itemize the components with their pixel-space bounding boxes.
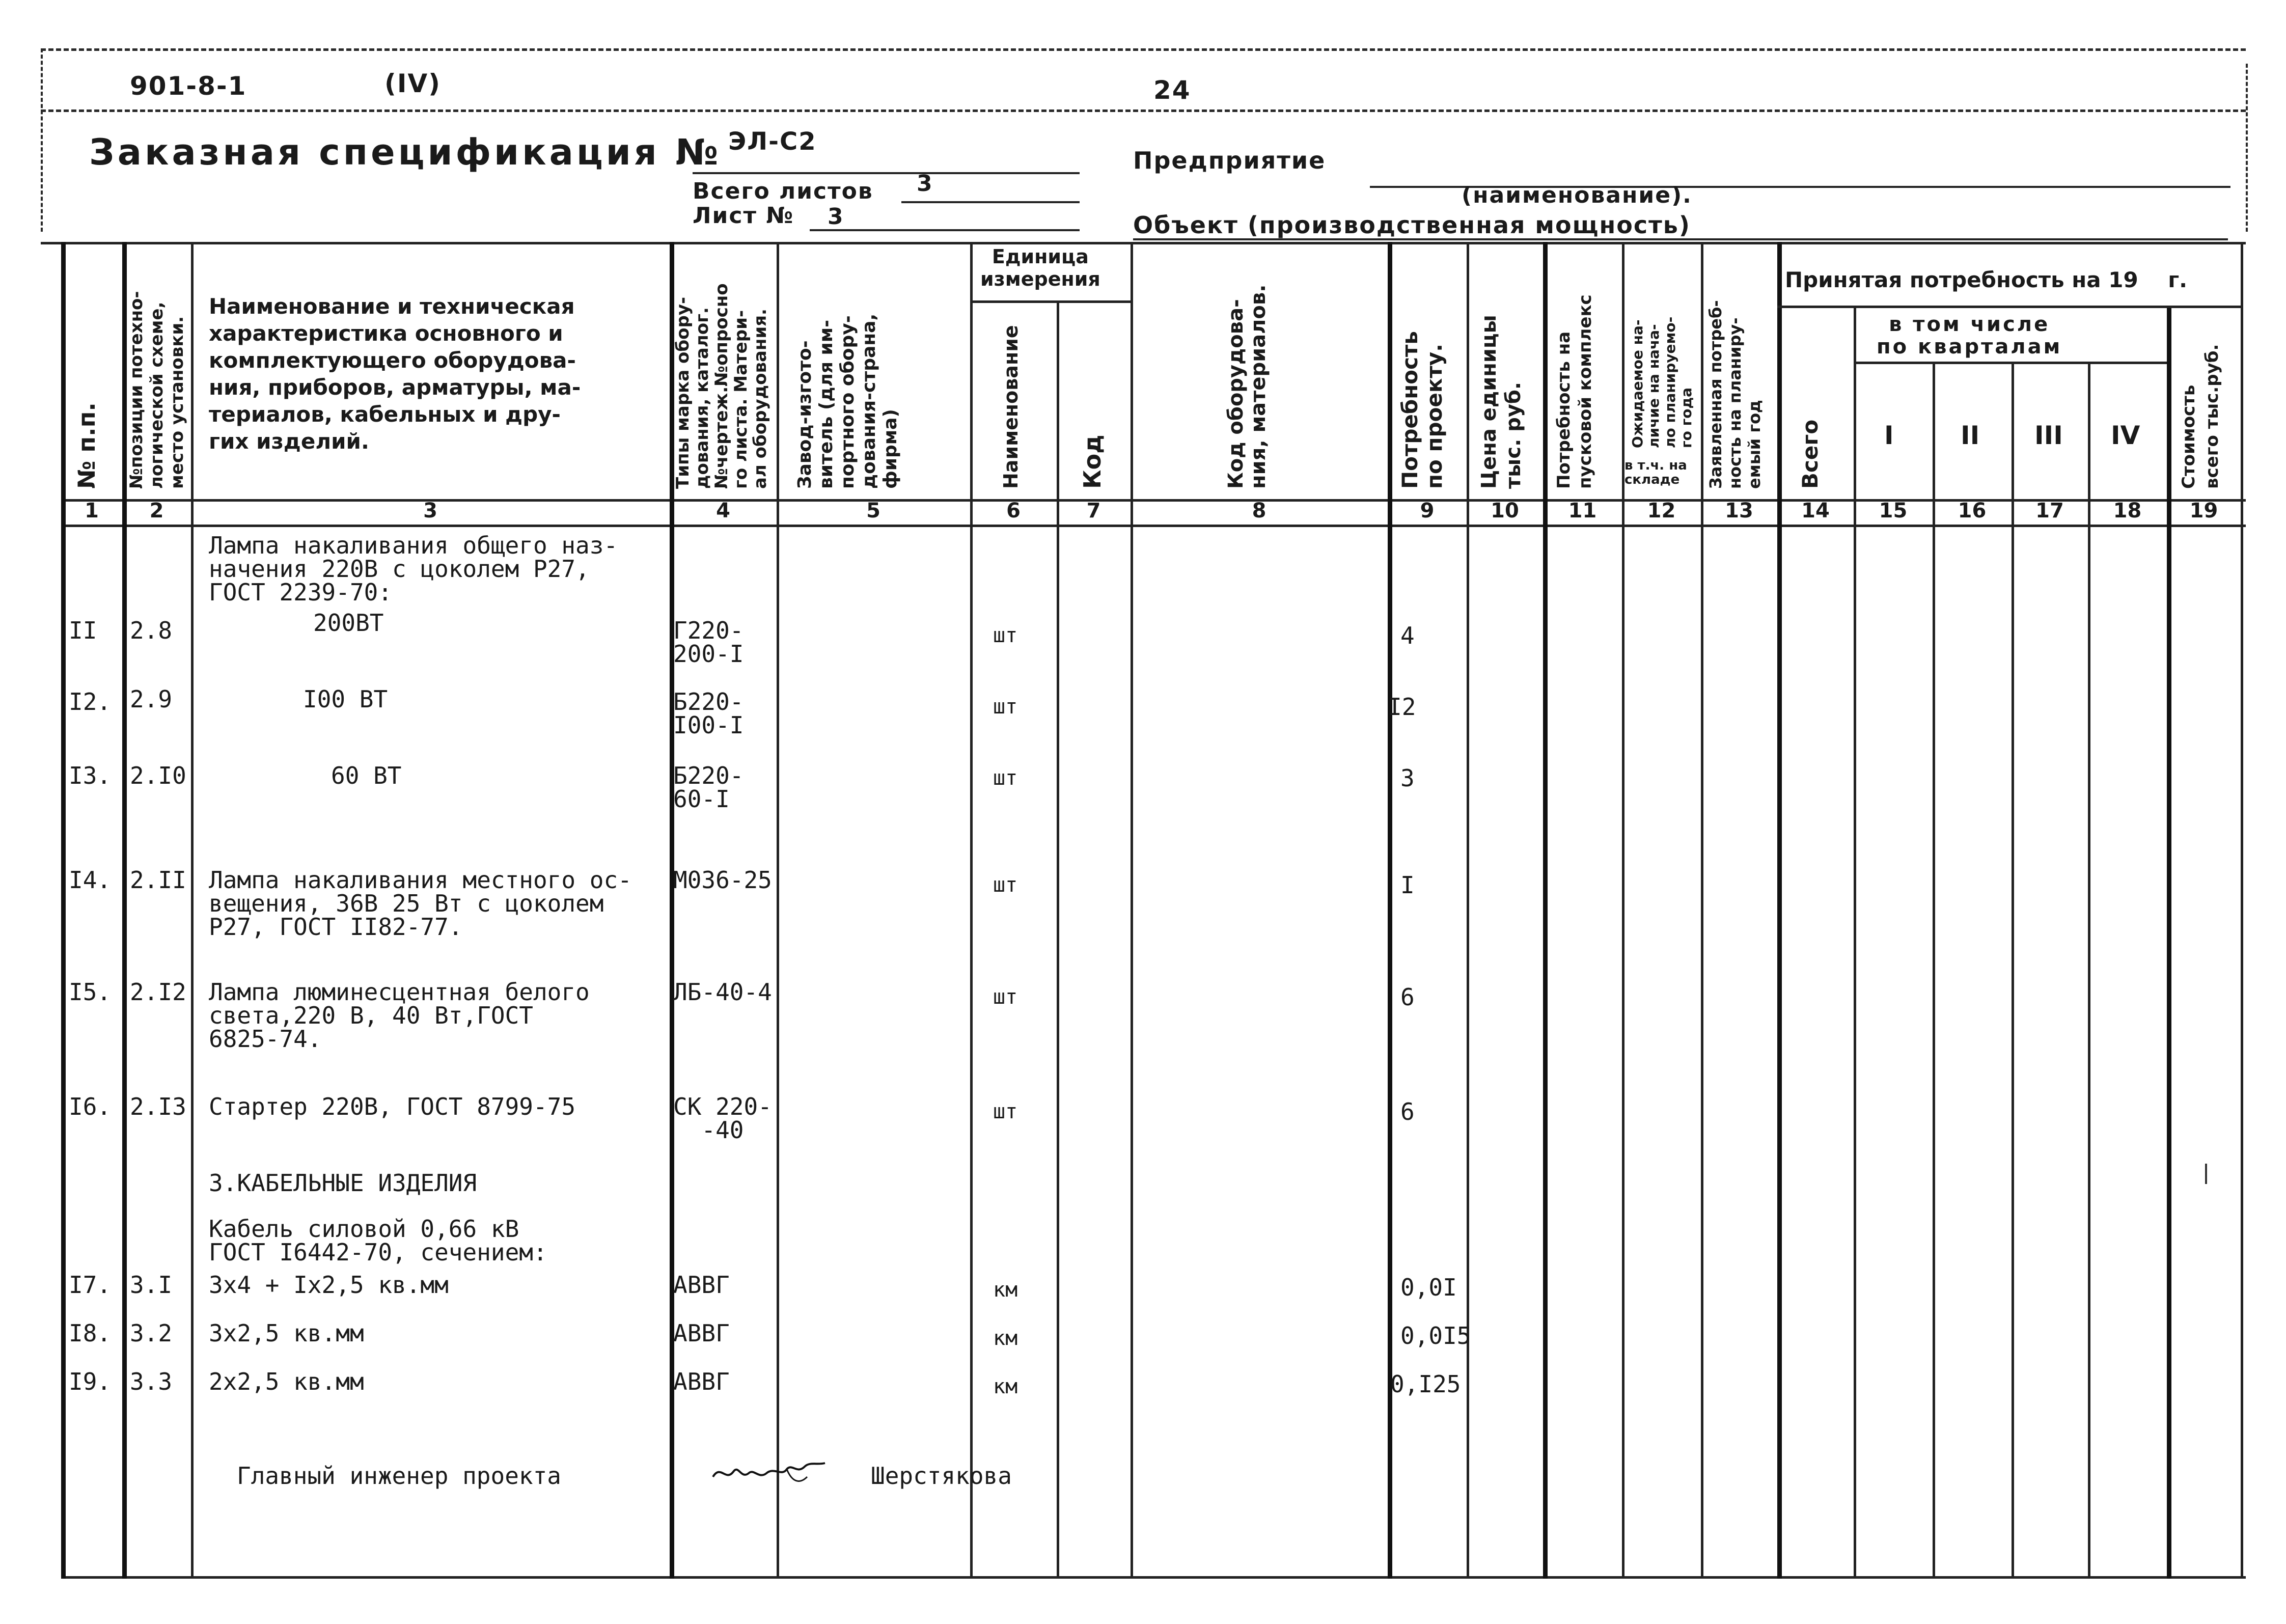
sheet-label: Лист № [693, 203, 794, 229]
left-border-top [41, 48, 43, 232]
row-qty: 6 [1400, 1098, 1415, 1125]
colnum-13: 13 [1725, 499, 1753, 522]
row-type: М036-25 [673, 866, 772, 894]
row-position: 2.I3 [130, 1093, 186, 1120]
row-position: 2.8 [130, 617, 173, 644]
unit-group-header: Единица измерения [980, 245, 1100, 290]
row-name: 200ВТ [313, 609, 384, 637]
handwritten-signature [710, 1454, 828, 1490]
colnum-7: 7 [1086, 499, 1101, 522]
row-name: Лампа накаливания местного ос- вещения, 36В 25 Вт с цоколем Р27, ГОСТ II82-77. [209, 866, 632, 941]
colnum-1: 1 [85, 499, 99, 522]
col12-header: Ожидаемое на- личие на нача- ло планируемо- го года [1629, 316, 1695, 448]
row-unit: шт [993, 766, 1018, 790]
vline-18 [2167, 306, 2171, 1579]
vline-10 [1543, 242, 1548, 1579]
row-unit: шт [993, 1100, 1018, 1123]
spec-heading: Заказная спецификация № [89, 131, 722, 173]
row-name: 2х2,5 кв.мм [209, 1368, 364, 1395]
row-unit: км [993, 1278, 1018, 1302]
q3-header: III [2034, 421, 2063, 450]
col11-header: Потребность на пусковой комплекс [1554, 294, 1595, 489]
colnum-4: 4 [716, 499, 730, 522]
row-unit: шт [993, 873, 1018, 897]
row-number: I3. [69, 762, 112, 789]
spec-number: ЭЛ-С2 [728, 127, 817, 156]
row-unit: км [993, 1327, 1018, 1350]
vline-11 [1622, 242, 1624, 1579]
row-qty: 0,0I [1400, 1274, 1457, 1301]
margin-mark [2205, 1164, 2207, 1184]
row-qty: 3 [1400, 764, 1415, 792]
col2-header: №позиции потехно- логической схеме, место установки. [126, 291, 187, 489]
col6-header: Наименование [1000, 325, 1022, 489]
signature-role: Главный инженер проекта [237, 1462, 561, 1490]
col4-header: Типы марка обору- дования, каталог. №чертеж.№опросно го листа. Матери- ал оборудования. [673, 283, 770, 489]
col3-header: Наименование и техническая характеристика основного и комплектующего оборудова- ния, приборов, арматуры, ма- териалов, кабельных и дру- гих изделий. [209, 294, 581, 454]
row-position: 2.II [130, 866, 186, 894]
col19-header: Стоимость всего тыс.руб. [2179, 344, 2222, 489]
accepted-line [1777, 306, 2243, 308]
row-qty: 0,I25 [1390, 1370, 1461, 1398]
colnum-5: 5 [866, 499, 880, 522]
col12-subheader: в т.ч. на складе [1624, 458, 1687, 487]
row-qty: 6 [1400, 983, 1415, 1011]
row-number: I2. [69, 688, 112, 715]
sheets-label: Всего листов [693, 178, 873, 204]
row-number: I6. [69, 1093, 112, 1120]
vline-13 [1777, 242, 1782, 1579]
row-name: Лампа люминесцентная белого света,220 В, 40 Вт,ГОСТ 6825-74. [209, 978, 590, 1053]
col1-header: № п.п. [73, 402, 100, 489]
table-bottom-line [61, 1576, 2246, 1579]
row-position: 2.I0 [130, 762, 186, 789]
q1-header: I [1884, 421, 1894, 450]
row-name: Стартер 220В, ГОСТ 8799-75 [209, 1093, 576, 1120]
vline-2 [191, 242, 194, 1579]
colnum-3: 3 [423, 499, 437, 522]
colnum-10: 10 [1491, 499, 1519, 522]
col14-header: Всего [1798, 419, 1823, 489]
vline-9 [1467, 242, 1469, 1579]
vline-15 [1933, 362, 1935, 1579]
col10-header: Цена единицы тыс. руб. [1477, 315, 1525, 489]
unit-group-line [970, 300, 1131, 303]
header-separator [41, 109, 2246, 112]
row-position: 2.9 [130, 685, 173, 713]
row-unit: км [993, 1375, 1018, 1398]
enterprise-label: Предприятие [1133, 147, 1326, 174]
row-number: I4. [69, 866, 112, 894]
row-number: I5. [69, 978, 112, 1006]
spec-number-line [693, 172, 1080, 174]
sheets-line [901, 201, 1080, 203]
row-qty: I [1400, 871, 1415, 899]
colnum-16: 16 [1958, 499, 1987, 522]
row-position: 3.2 [130, 1319, 173, 1347]
quarters-header: в том числе по кварталам [1877, 313, 2062, 359]
vline-17 [2088, 362, 2090, 1579]
col9-header: Потребность по проекту. [1397, 331, 1447, 489]
col13-header: Заявленная потреб- ность на планиру- емый год [1706, 300, 1764, 489]
row-type: Б220- 60-I [673, 762, 744, 813]
vline-14 [1854, 306, 1856, 1579]
row-name: 3х2,5 кв.мм [209, 1319, 364, 1347]
vline-5 [970, 242, 973, 1579]
signature-name: Шерстякова [871, 1462, 1012, 1490]
colnum-11: 11 [1568, 499, 1597, 522]
quarters-line [1854, 362, 2167, 364]
row-number: II [69, 617, 97, 644]
row-name: 60 ВТ [331, 762, 402, 789]
colnum-8: 8 [1252, 499, 1266, 522]
album-number: (IV) [384, 69, 442, 98]
doc-code: 901-8-1 [130, 71, 247, 101]
colnum-18: 18 [2113, 499, 2142, 522]
row-number: I7. [69, 1271, 112, 1299]
page-number: 24 [1153, 75, 1191, 105]
col5-header: Завод-изгото- витель (для им- портного обору- дования-страна, фирма) [794, 313, 901, 489]
row-qty: I2 [1388, 693, 1416, 721]
row-unit: шт [993, 985, 1018, 1009]
row-position: 3.3 [130, 1368, 173, 1395]
top-border [41, 48, 2246, 51]
colnum-15: 15 [1879, 499, 1908, 522]
colnum-2: 2 [149, 499, 164, 522]
row-qty: 4 [1400, 622, 1415, 649]
vline-12 [1701, 242, 1703, 1579]
q4-header: IV [2111, 421, 2140, 450]
col8-header: Код оборудова- ния, материалов. [1224, 284, 1270, 489]
vline-19 [2241, 242, 2243, 1579]
colnum-17: 17 [2035, 499, 2064, 522]
row-position: 2.I2 [130, 978, 186, 1006]
sheets-value: 3 [917, 171, 933, 197]
row-name: Кабель силовой 0,66 кВ ГОСТ I6442-70, сечением: [209, 1215, 547, 1266]
vline-0 [61, 242, 66, 1579]
object-line [1133, 238, 2228, 240]
row-qty: 0,0I5 [1400, 1322, 1471, 1350]
row-name: I00 ВТ [303, 685, 388, 713]
name-label: (наименование). [1462, 182, 1692, 208]
row-type: Г220- 200-I [673, 617, 744, 668]
section-heading: 3.КАБЕЛЬНЫЕ ИЗДЕЛИЯ [209, 1169, 477, 1197]
row-type: АВВГ [673, 1319, 730, 1347]
q2-header: II [1961, 421, 1980, 450]
column-number-bottom [61, 525, 2246, 527]
row-name: 3х4 + Iх2,5 кв.мм [209, 1271, 449, 1299]
accepted-header: Принятая потребность на 19 г. [1785, 267, 2188, 292]
vline-7 [1131, 242, 1133, 1579]
row-number: I9. [69, 1368, 112, 1395]
colnum-6: 6 [1006, 499, 1021, 522]
row-type: СК 220- -40 [673, 1093, 772, 1144]
row-type: АВВГ [673, 1368, 730, 1395]
sheet-line [810, 229, 1080, 231]
vline-4 [777, 242, 779, 1579]
row-name: Лампа накаливания общего наз- начения 220В с цоколем Р27, ГОСТ 2239-70: [209, 532, 618, 606]
colnum-19: 19 [2189, 499, 2218, 522]
row-number: I8. [69, 1319, 112, 1347]
row-position: 3.I [130, 1271, 173, 1299]
object-label: Объект (производственная мощность) [1133, 211, 1691, 239]
col7-header: Код [1079, 434, 1106, 489]
sheet-value: 3 [828, 204, 844, 230]
row-unit: шт [993, 624, 1018, 647]
colnum-14: 14 [1801, 499, 1830, 522]
colnum-9: 9 [1420, 499, 1435, 522]
row-type: Б220- I00-I [673, 688, 744, 739]
vline-16 [2012, 362, 2014, 1579]
colnum-12: 12 [1647, 499, 1676, 522]
row-type: АВВГ [673, 1271, 730, 1299]
row-unit: шт [993, 695, 1018, 719]
table-top-line [41, 242, 2246, 244]
right-border-top [2246, 64, 2248, 232]
row-type: ЛБ-40-4 [673, 978, 772, 1006]
vline-6 [1057, 300, 1059, 1579]
